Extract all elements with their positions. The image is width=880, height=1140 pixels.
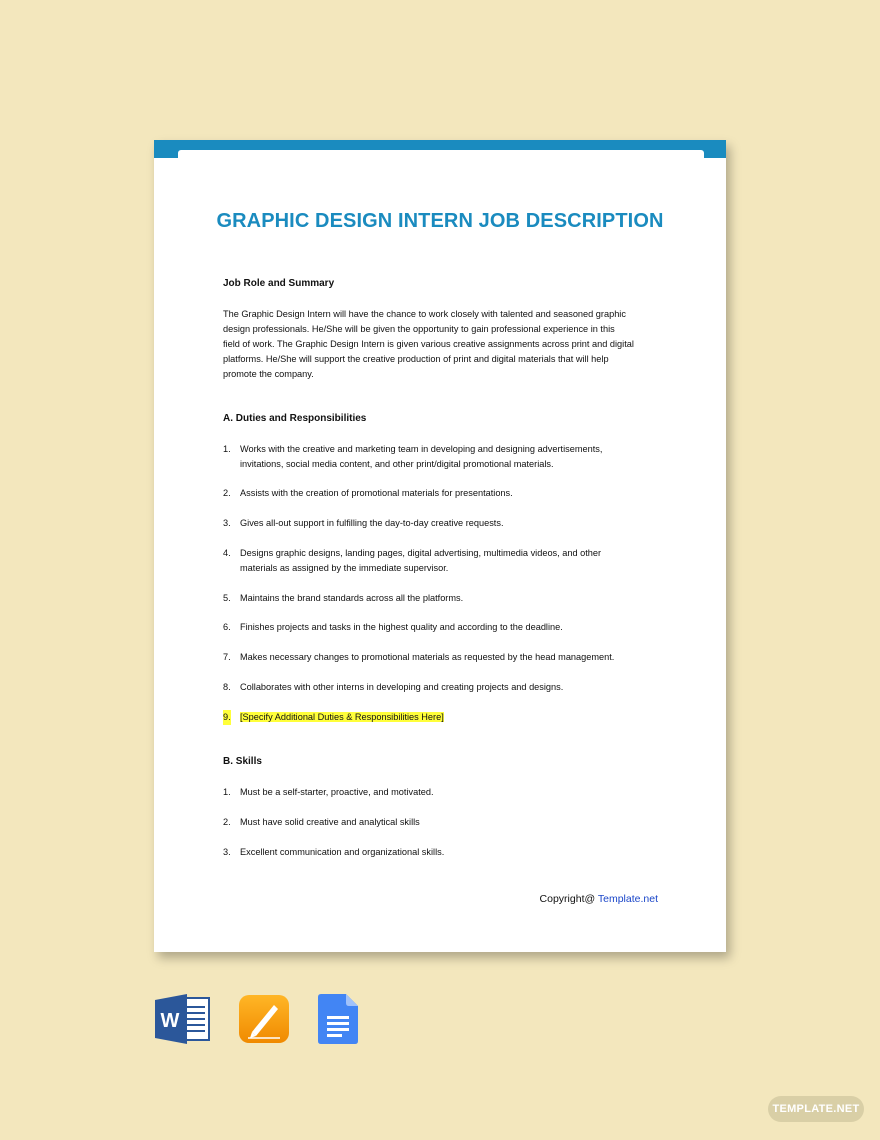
duty-text: materials as assigned by the immediate supervisor. [240,563,449,573]
duty-item [223,591,663,606]
summary-line: promote the company. [223,369,314,379]
summary-line: design professionals. He/She will be given the opportunity to gain professional experience in this [223,324,615,334]
duty-number: 1. [223,444,231,454]
duty-item [223,516,663,531]
duties-heading: A. Duties and Responsibilities [223,413,367,424]
duty-number: 5. [223,593,231,603]
duty-text: Finishes projects and tasks in the highest quality and according to the deadline. [240,622,563,632]
skill-text: Excellent communication and organizational skills. [240,847,445,857]
skill-item [223,815,663,830]
duty-text: Gives all-out support in fulfilling the day-to-day creative requests. [240,518,504,528]
duty-item [223,546,663,576]
template-net-watermark: TEMPLATE.NET [768,1096,864,1122]
duty-text: Collaborates with other interns in developing and creating projects and designs. [240,682,564,692]
apple-pages-icon[interactable] [238,994,290,1049]
duty-text: Works with the creative and marketing team in developing and designing advertisements, [240,444,603,454]
duty-number: 7. [223,652,231,662]
duty-placeholder-text: [Specify Additional Duties & Responsibilities Here] [240,712,444,722]
duty-number: 9. [223,710,231,725]
duty-number: 2. [223,488,231,498]
skill-text: Must have solid creative and analytical skills [240,817,420,827]
duty-text: Assists with the creation of promotional materials for presentations. [240,488,513,498]
duty-number: 3. [223,518,231,528]
skill-item [223,785,663,800]
duty-item [223,680,663,695]
skills-heading: B. Skills [223,756,262,767]
document-header-tab [178,150,704,162]
duty-item [223,486,663,501]
document-title: GRAPHIC DESIGN INTERN JOB DESCRIPTION [216,210,664,232]
summary-line: The Graphic Design Intern will have the chance to work closely with talented and seasoned graphic [223,309,626,319]
summary-line: platforms. He/She will support the creative production of print and digital materials that will help [223,354,609,364]
skill-text: Must be a self-starter, proactive, and motivated. [240,787,434,797]
duty-number: 8. [223,682,231,692]
skill-item [223,845,663,860]
duty-text: Maintains the brand standards across all the platforms. [240,593,464,603]
google-docs-icon[interactable] [318,994,358,1049]
summary-paragraph [223,307,663,382]
microsoft-word-icon[interactable] [155,994,211,1049]
copyright-prefix: Copyright@ [539,893,598,905]
summary-heading: Job Role and Summary [223,278,335,289]
document-page [154,140,726,952]
duty-text: Designs graphic designs, landing pages, digital advertising, multimedia videos, and other [240,548,602,558]
copyright-notice [540,893,658,905]
copyright-link[interactable]: Template.net [597,893,658,905]
duty-number: 6. [223,622,231,632]
word-letter: W [160,1010,180,1032]
skill-number: 1. [223,787,231,797]
duty-text: invitations, social media content, and other print/digital promotional materials. [240,459,554,469]
skill-number: 2. [223,817,231,827]
duty-item [223,442,663,472]
duty-item-placeholder [223,710,663,725]
duty-item [223,620,663,635]
skill-number: 3. [223,847,231,857]
summary-line: field of work. The Graphic Design Intern is given various creative assignments across print and digital [223,339,634,349]
duty-text: Makes necessary changes to promotional materials as requested by the head management. [240,652,615,662]
duty-number: 4. [223,548,231,558]
duty-item [223,650,663,665]
